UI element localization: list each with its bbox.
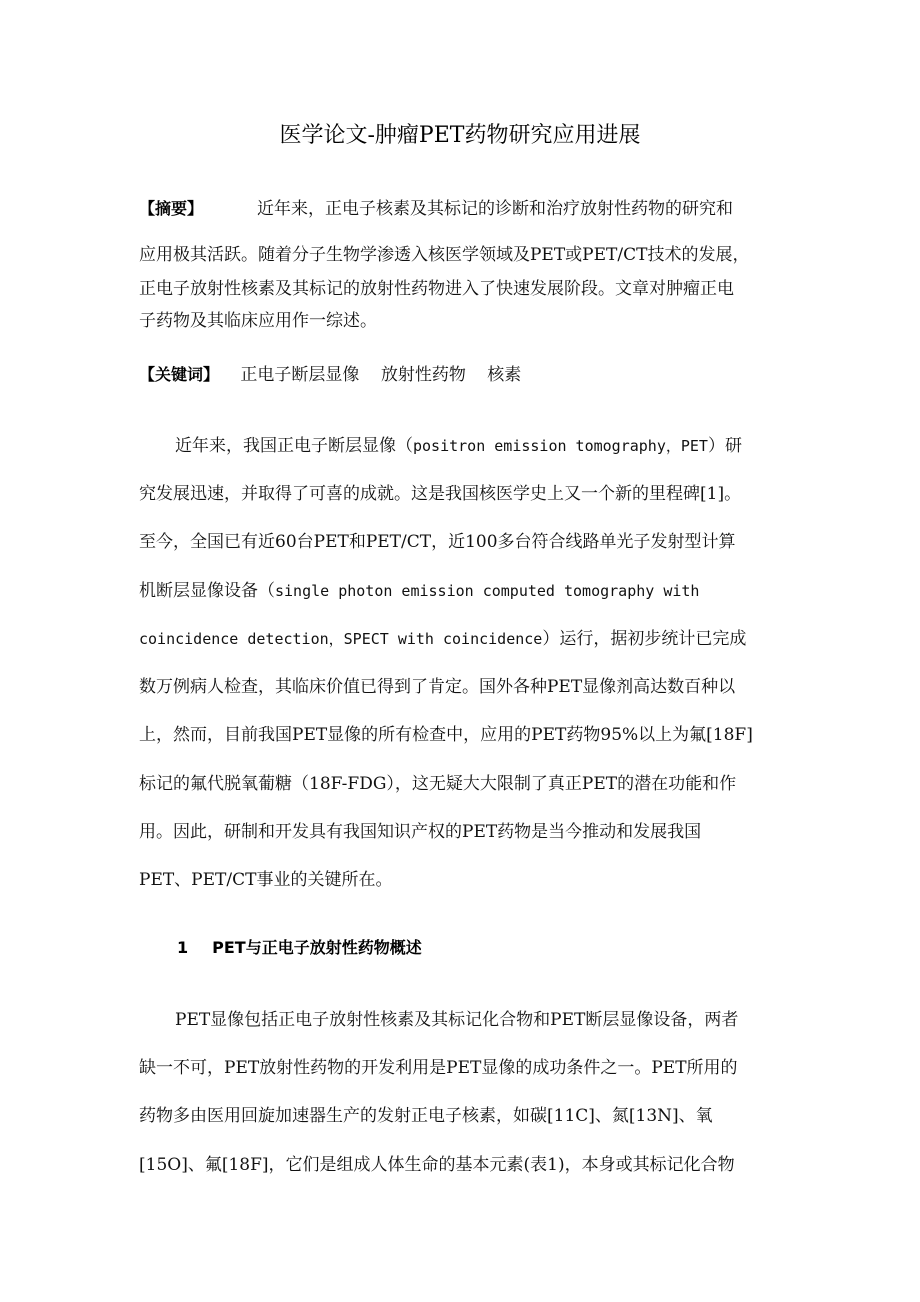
keyword: 核素 (487, 365, 522, 385)
paragraph-line: 药物多由医用回旋加速器生产的发射正电子核素，如碳[11C]、氮[13N]、氧 (139, 1106, 713, 1126)
abstract-text: 近年来，正电子核素及其标记的诊断和治疗放射性药物的研究和 (257, 199, 734, 219)
paragraph-line: 标记的氟代脱氧葡糖（18F-FDG），这无疑大大限制了真正PET的潜在功能和作 (139, 774, 737, 794)
text-run: 近年来，我国正电子断层显像（ (175, 436, 413, 456)
paragraph-line: PET显像包括正电子放射性核素及其标记化合物和PET断层显像设备，两者 (175, 1010, 739, 1030)
text-run: 机断层显像设备（ (139, 581, 275, 601)
text-run: positron emission tomography，PET (413, 437, 708, 455)
paragraph-line: PET、PET/CT事业的关键所在。 (139, 870, 393, 890)
abstract-line-1 (139, 194, 733, 219)
paragraph-line (139, 624, 746, 649)
paragraph-line (139, 576, 699, 601)
abstract-line-2: 应用极其活跃。随着分子生物学渗透入核医学领域及PET或PET/CT技术的发展， (139, 245, 750, 265)
text-run: coincidence detection，SPECT with coincidence (139, 630, 543, 648)
paragraph-line: 至今，全国已有近60台PET和PET/CT，近100多台符合线路单光子发射型计算 (139, 532, 736, 552)
keywords-line (139, 360, 521, 385)
text-run: ）研 (707, 436, 742, 456)
paragraph-line: 数万例病人检查，其临床价值已得到了肯定。国外各种PET显像剂高达数百种以 (139, 677, 736, 697)
keywords-label: 【关键词】 (139, 365, 220, 384)
paragraph-line: 究发展迅速，并取得了可喜的成就。这是我国核医学史上又一个新的里程碑[1]。 (139, 484, 742, 504)
abstract-label: 【摘要】 (139, 199, 204, 218)
paragraph-line: [15O]、氟[18F]，它们是组成人体生命的基本元素(表1)，本身或其标记化合物 (139, 1155, 735, 1175)
paragraph-line (175, 431, 742, 456)
abstract-line-3: 正电子放射性核素及其标记的放射性药物进入了快速发展阶段。文章对肿瘤正电 (139, 279, 734, 299)
paragraph-line: 上，然而，目前我国PET显像的所有检查中，应用的PET药物95%以上为氟[18F] (139, 725, 753, 745)
text-run: ）运行，据初步统计已完成 (542, 629, 747, 649)
keyword: 正电子断层显像 (240, 365, 360, 385)
document-title: 医学论文-肿瘤PET药物研究应用进展 (279, 123, 641, 148)
paragraph-line: 用。因此，研制和开发具有我国知识产权的PET药物是当今推动和发展我国 (139, 822, 702, 842)
paragraph-line: 缺一不可，PET放射性药物的开发利用是PET显像的成功条件之一。PET所用的 (139, 1058, 738, 1078)
text-run: single photon emission computed tomography with (275, 582, 700, 600)
section-heading (177, 935, 422, 958)
section-title: PET与正电子放射性药物概述 (212, 938, 422, 957)
section-number: 1 (177, 938, 189, 957)
abstract-line-4: 子药物及其临床应用作一综述。 (139, 311, 377, 331)
keyword: 放射性药物 (380, 365, 466, 385)
